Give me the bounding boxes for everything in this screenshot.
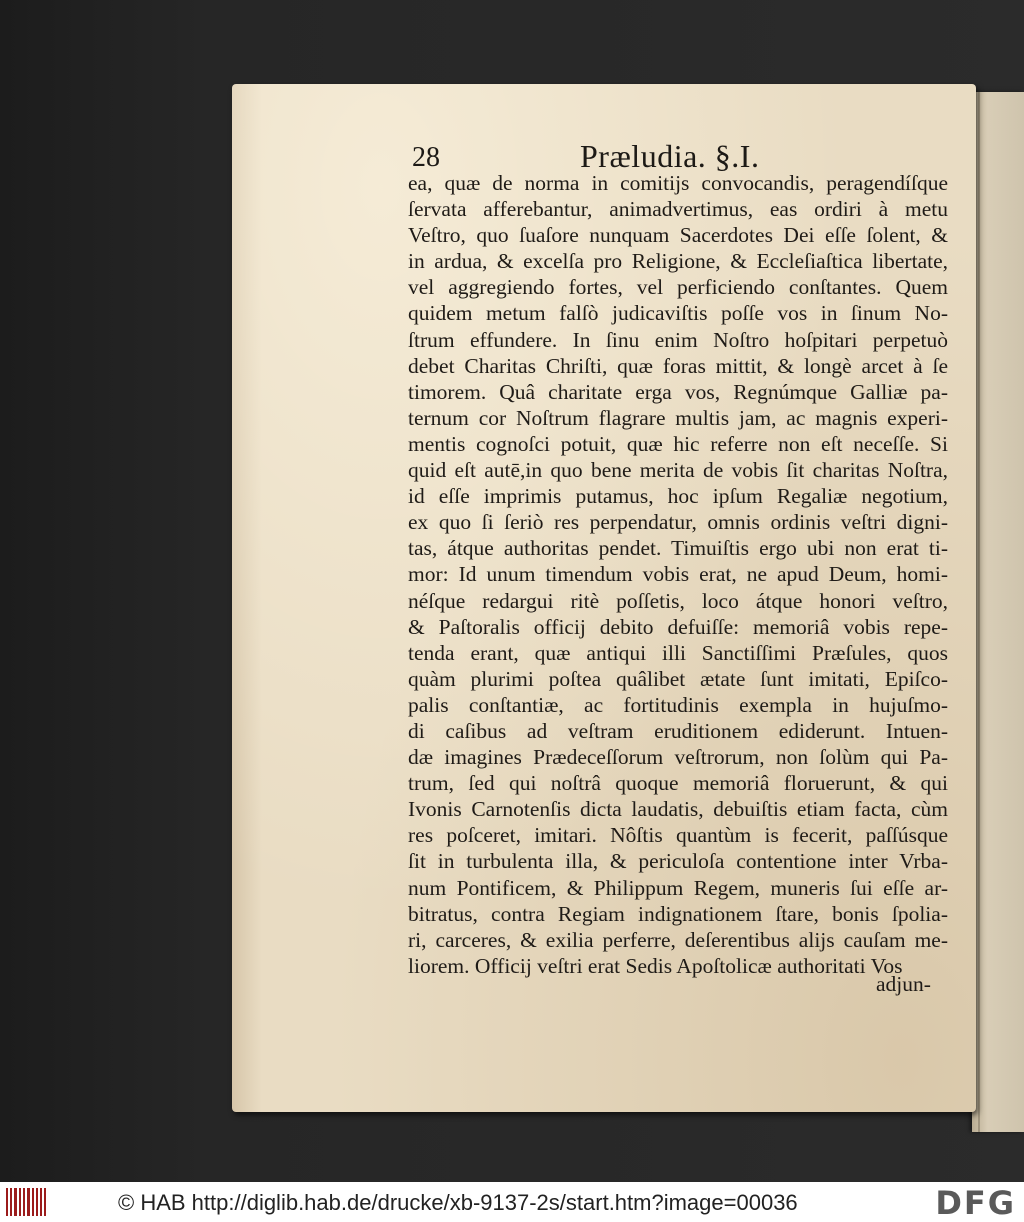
text-line: mentis cognoſci potuit, quæ hic referre non eſt neceſſe. Si: [408, 431, 948, 456]
next-page-edge: [972, 92, 1024, 1132]
text-line: debet Charitas Chriſti, quæ foras mittit, & longè arcet à ſe: [408, 353, 948, 378]
text-line: dæ imagines Prædeceſſorum veſtrorum, non ſolùm qui Pa-: [408, 745, 948, 770]
copyright-link[interactable]: © HAB http://diglib.hab.de/drucke/xb-9137-2s/start.htm?image=00036: [118, 1190, 798, 1215]
text-line: tas, átque authoritas pendet. Timuiſtis ergo ubi non erat ti-: [408, 536, 948, 561]
text-line: timorem. Quâ charitate erga vos, Regnúmque Galliæ pa-: [408, 379, 948, 404]
text-line: quid eſt autē,in quo bene merita de vobis ſit charitas Noſtra,: [408, 458, 948, 483]
running-head: Præludia. §.I.: [580, 138, 760, 174]
text-line: liorem. Officij veſtri erat Sedis Apoſtolicæ authoritati Vos: [408, 953, 903, 978]
text-line: ternum cor Noſtrum flagrare multis jam, ac magnis experi-: [408, 405, 948, 430]
text-line: id eſſe imprimis putamus, hoc ipſum Regaliæ negotium,: [408, 484, 948, 509]
body-text: [408, 170, 948, 979]
text-line: Ivonis Carnotenſis dicta laudatis, debuiſtis etiam facta, cùm: [408, 797, 948, 822]
text-line: quidem metum falſò judicaviſtis poſſe vos in ſinum No-: [408, 301, 948, 326]
text-line: & Paſtoralis officij debito defuiſſe: memoriâ vobis repe-: [408, 614, 948, 639]
text-line: num Pontificem, & Philippum Regem, muneris ſui eſſe ar-: [408, 875, 948, 900]
text-line: palis conſtantiæ, ac fortitudinis exempla in hujuſmo-: [408, 692, 948, 717]
page-fold-line: [978, 92, 980, 1132]
dfg-logo: DFG: [935, 1184, 1016, 1222]
text-line: mor: Id unum timendum vobis erat, ne apud Deum, homi-: [408, 562, 948, 587]
viewer-footer: [0, 1182, 1024, 1222]
text-line: ri, carceres, & exilia perferre, deſerentibus alijs cauſam me-: [408, 927, 948, 952]
text-line: Veſtro, quo ſuaſore nunquam Sacerdotes Dei eſſe ſolent, &: [408, 223, 948, 248]
text-line: quàm plurimi poſtea quâlibet ætate ſunt imitati, Epiſco-: [408, 666, 948, 691]
text-line: ſtrum effundere. In ſinu enim Noſtro hoſpitari perpetuò: [408, 327, 948, 352]
hab-logo-icon: [6, 1188, 46, 1216]
text-line: in ardua, & excelſa pro Religione, & Eccleſiaſtica libertate,: [408, 249, 948, 274]
text-line: trum, ſed qui noſtrâ quoque memoriâ floruerunt, & qui: [408, 771, 948, 796]
text-line: res poſceret, imitari. Nôſtis quantùm is fecerit, paſſúsque: [408, 823, 948, 848]
text-line: bitratus, contra Regiam indignationem ſtare, bonis ſpolia-: [408, 901, 948, 926]
text-line: ſit in turbulenta illa, & periculoſa contentione inter Vrba-: [408, 849, 948, 874]
text-line: ſervata afferebantur, animadvertimus, eas ordiri à metu: [408, 197, 948, 222]
catchword: adjun-: [876, 972, 931, 996]
text-line: di caſibus ad veſtram eruditionem ediderunt. Intuen-: [408, 718, 948, 743]
text-line: vel aggregiendo fortes, vel perficiendo conſtantes. Quem: [408, 275, 948, 300]
text-line: tenda erant, quæ antiqui illi Sanctiſſimi Præſules, quos: [408, 640, 948, 665]
text-line: néſque redargui ritè poſſetis, loco átque honori veſtro,: [408, 588, 948, 613]
text-line: ea, quæ de norma in comitijs convocandis, peragendíſque: [408, 171, 948, 195]
text-line: ex quo ſi ſeriò res perpendatur, omnis ordinis veſtri digni-: [408, 510, 948, 535]
page-number: 28: [412, 142, 440, 173]
